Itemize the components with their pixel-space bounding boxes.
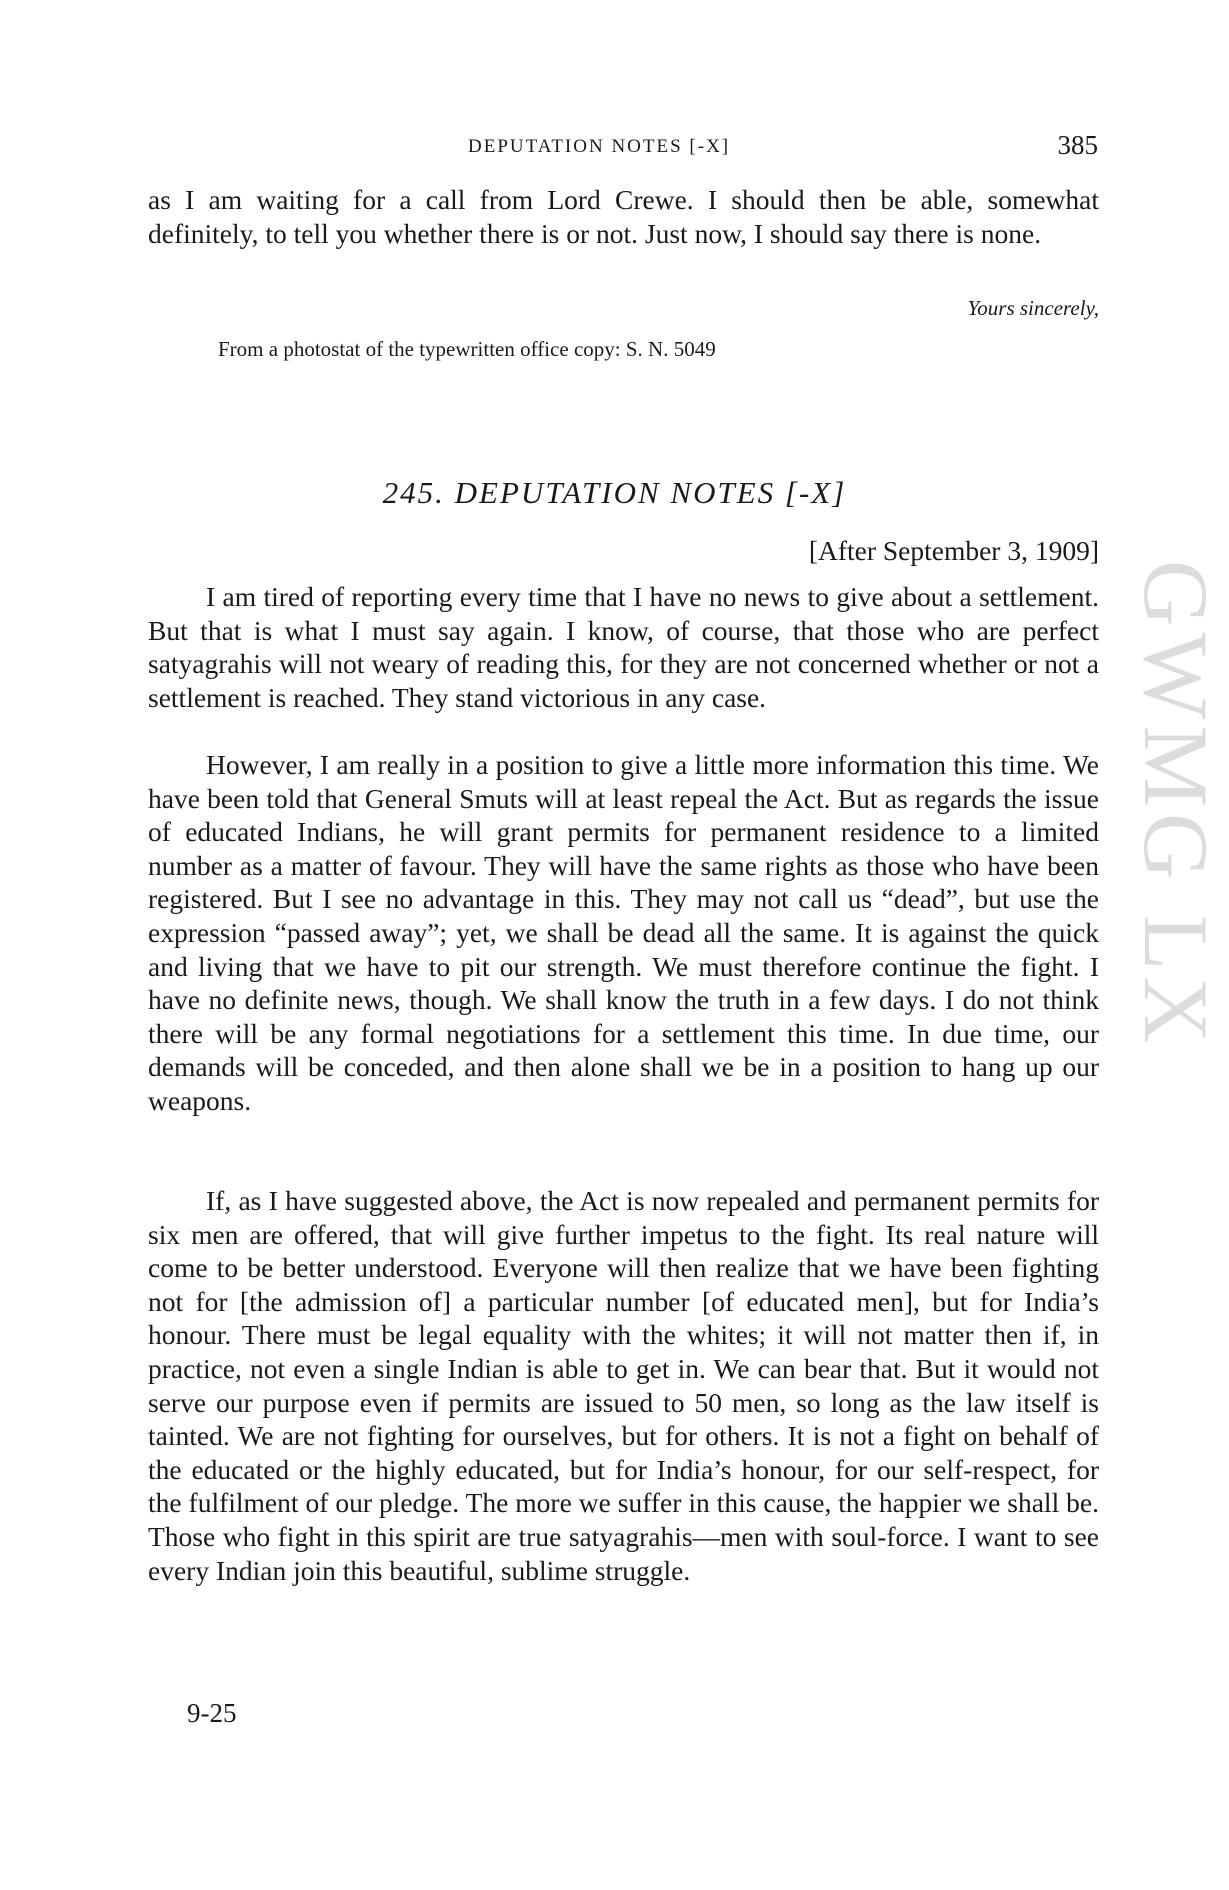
page-number: 385 bbox=[1057, 130, 1098, 160]
running-title: DEPUTATION NOTES [-X] bbox=[468, 136, 731, 157]
page-header bbox=[148, 130, 1098, 166]
letter-text: as I am waiting for a call from Lord Crewe. I should then be able, somewhat definitely, to tell you whether there is or not. Just now, I should say there is none. bbox=[148, 184, 1099, 249]
source-note: From a photostat of the typewritten office copy: S. N. 5049 bbox=[218, 337, 716, 361]
paragraph-2: However, I am really in a position to give a little more information this time. We have been told that General Smuts will at least repeal the Act. But as regards the issue of educated Indians, he will grant permits for permanent residence to a limited number as a matter of favour. They will have the same rights as those who have been registered. But I see no advantage in this. They may not call us “dead”, but use the expression “passed away”; yet, we shall be dead all the same. It is against the quick and living that we have to pit our strength. We must therefore continue the fight. I have no definite news, though. We shall know the truth in a few days. I do not think there will be any formal negotiations for a settlement this time. In due time, our demands will be conceded, and then alone shall we be in a position to hang up our weapons. bbox=[148, 749, 1099, 1116]
signature-mark: 9-25 bbox=[187, 1698, 237, 1728]
letter-closing: Yours sincerely, bbox=[967, 296, 1099, 320]
watermark: GWMG LX bbox=[1125, 560, 1227, 1050]
article-title: 245. DEPUTATION NOTES [-X] bbox=[382, 475, 847, 510]
article-dateline: [After September 3, 1909] bbox=[808, 535, 1099, 566]
paragraph-1: I am tired of reporting every time that I have no news to give about a settlement. But that is what I must say again. I know, of course, that those who are perfect satyagrahis will not weary of reading this, for they are not concerned whether or not a settlement is reached. They stand victorious in any case. bbox=[148, 581, 1099, 713]
paragraph-3: If, as I have suggested above, the Act is now repealed and permanent permits for six men are offered, that will give further impetus to the fight. Its real nature will come to be better understood. Everyone will then realize that we have been fighting not for [the admission of] a particular number [of educated men], but for India’s honour. There must be legal equality with the whites; it will not matter then if, in practice, not even a single Indian is able to get in. We can bear that. But it would not serve our purpose even if permits are issued to 50 men, so long as the law itself is tainted. We are not fighting for ourselves, but for others. It is not a fight on behalf of the educated or the highly educated, but for India’s honour, for our self-respect, for the fulfilment of our pledge. The more we suffer in this cause, the happier we shall be. Those who fight in this spirit are true satyagrahis—men with soul-force. I want to see every Indian join this beautiful, sublime struggle. bbox=[148, 1185, 1099, 1586]
